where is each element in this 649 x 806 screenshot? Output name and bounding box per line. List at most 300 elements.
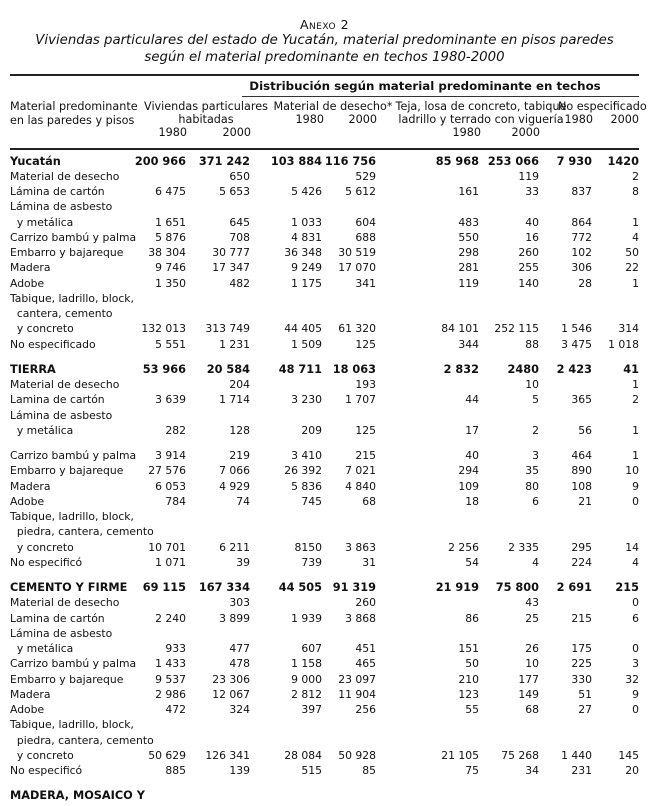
cell-value: 10 bbox=[525, 378, 539, 391]
cell-value: 1 509 bbox=[291, 337, 322, 351]
cell-value: 219 bbox=[229, 449, 250, 462]
cell-value: 1 231 bbox=[219, 337, 250, 351]
cell-value: 3 475 bbox=[561, 337, 592, 351]
cell-value: 28 084 bbox=[284, 748, 322, 762]
cell-value: 483 bbox=[458, 215, 479, 229]
cell-value: 739 bbox=[301, 555, 322, 569]
cell-value: 1 158 bbox=[291, 657, 322, 671]
group-header: Distribución según material predominante en techos bbox=[249, 79, 601, 93]
cell-value: 108 bbox=[571, 479, 592, 493]
cell-value: 1 714 bbox=[219, 393, 250, 407]
cell-value: 9 000 bbox=[291, 672, 322, 686]
table-row bbox=[10, 377, 639, 392]
cell-value: 472 bbox=[165, 703, 186, 716]
cell-value: 260 bbox=[355, 596, 376, 610]
table-row bbox=[10, 763, 639, 778]
row-label: y metálica bbox=[10, 423, 74, 437]
cell-value: 14 bbox=[625, 540, 639, 554]
cell-value: 1 651 bbox=[155, 215, 186, 229]
col-viviendas-line-1: Viviendas particulares bbox=[144, 100, 268, 113]
cell-value: 21 105 bbox=[441, 748, 479, 762]
cell-value: 9 249 bbox=[291, 261, 322, 275]
cell-value: 145 bbox=[618, 748, 639, 762]
cell-value: 23 306 bbox=[212, 672, 250, 686]
cell-value: 50 bbox=[465, 657, 479, 671]
cell-value: 50 bbox=[625, 246, 639, 259]
cell-value: 231 bbox=[571, 764, 592, 777]
year-header: 2000 bbox=[222, 126, 251, 139]
cell-value: 68 bbox=[525, 703, 539, 716]
cell-value: 256 bbox=[355, 703, 376, 716]
cell-value: 1 707 bbox=[345, 393, 376, 407]
cell-value: 837 bbox=[571, 185, 592, 198]
cell-value: 5 551 bbox=[155, 337, 186, 351]
cell-value: 341 bbox=[355, 276, 376, 290]
cell-value: 3 410 bbox=[291, 449, 322, 462]
cell-value: 28 bbox=[578, 276, 592, 290]
cell-value: 688 bbox=[355, 230, 376, 244]
cell-value: 17 070 bbox=[338, 261, 376, 275]
cell-value: 132 013 bbox=[141, 322, 186, 336]
cell-value: 44 405 bbox=[284, 322, 322, 336]
cell-value: 2 832 bbox=[443, 362, 479, 376]
cell-value: 7 021 bbox=[345, 464, 376, 478]
cell-value: 1420 bbox=[607, 154, 639, 168]
row-spacer bbox=[10, 778, 639, 788]
row-label: Adobe bbox=[10, 703, 45, 716]
cell-value: 8150 bbox=[294, 540, 322, 554]
cell-value: 167 334 bbox=[198, 581, 250, 594]
cell-value: 4 840 bbox=[345, 479, 376, 493]
table-row bbox=[10, 509, 639, 524]
cell-value: 75 800 bbox=[495, 581, 539, 594]
cell-value: 5 836 bbox=[291, 479, 322, 493]
col-desecho: Material de desecho* bbox=[273, 100, 393, 113]
cell-value: 9 537 bbox=[155, 672, 186, 686]
cell-value: 50 629 bbox=[148, 748, 186, 762]
cell-value: 1 546 bbox=[561, 322, 592, 336]
row-label: y metálica bbox=[10, 642, 74, 655]
row-label: Lámina de asbesto bbox=[10, 200, 113, 214]
cell-value: 23 097 bbox=[338, 672, 376, 686]
cell-value: 1 939 bbox=[291, 611, 322, 625]
cell-value: 1 bbox=[632, 423, 639, 437]
year-header: 1980 bbox=[295, 113, 324, 126]
cell-value: 255 bbox=[518, 261, 539, 275]
table-row bbox=[10, 291, 639, 306]
cell-value: 5 bbox=[532, 393, 539, 407]
stub-header-line-1: Material predominante bbox=[10, 100, 138, 113]
cell-value: 515 bbox=[301, 764, 322, 777]
row-label: No especificó bbox=[10, 555, 83, 569]
table-row bbox=[10, 423, 639, 438]
row-label: piedra, cantera, cemento bbox=[10, 733, 154, 747]
cell-value: 281 bbox=[458, 261, 479, 275]
cell-value: 50 928 bbox=[338, 748, 376, 762]
row-label: Material de desecho bbox=[10, 169, 120, 183]
stub-header-line-2: en las paredes y pisos bbox=[10, 114, 135, 127]
cell-value: 149 bbox=[518, 687, 539, 701]
annex-label: Anexo 2 bbox=[299, 17, 350, 32]
cell-value: 48 711 bbox=[278, 362, 322, 376]
row-label: MADERA, MOSAICO Y bbox=[10, 789, 145, 803]
row-spacer bbox=[10, 438, 639, 448]
cell-value: 11 904 bbox=[338, 687, 376, 701]
table-section-row bbox=[10, 362, 639, 377]
cell-value: 6 475 bbox=[155, 185, 186, 198]
cell-value: 607 bbox=[301, 642, 322, 655]
cell-value: 2 bbox=[532, 423, 539, 437]
cell-value: 80 bbox=[525, 479, 539, 493]
cell-value: 16 bbox=[525, 230, 539, 244]
cell-value: 21 bbox=[578, 494, 592, 508]
cell-value: 32 bbox=[625, 672, 639, 686]
table-row bbox=[10, 245, 639, 260]
cell-value: 30 519 bbox=[338, 246, 376, 259]
cell-value: 1 433 bbox=[155, 657, 186, 671]
cell-value: 253 066 bbox=[487, 154, 539, 168]
cell-value: 215 bbox=[615, 581, 639, 594]
cell-value: 40 bbox=[465, 449, 479, 462]
table-row bbox=[10, 540, 639, 555]
cell-value: 708 bbox=[229, 230, 250, 244]
table-row bbox=[10, 641, 639, 656]
table-section-row bbox=[10, 580, 639, 595]
cell-value: 3 863 bbox=[345, 540, 376, 554]
cell-value: 34 bbox=[525, 764, 539, 777]
cell-value: 109 bbox=[458, 479, 479, 493]
cell-value: 371 242 bbox=[198, 154, 250, 168]
cell-value: 4 bbox=[532, 555, 539, 569]
cell-value: 215 bbox=[571, 611, 592, 625]
cell-value: 465 bbox=[355, 657, 376, 671]
cell-value: 35 bbox=[525, 464, 539, 478]
row-label: Carrizo bambú y palma bbox=[10, 449, 137, 462]
table-section-row bbox=[10, 154, 639, 169]
cell-value: 2 256 bbox=[448, 540, 479, 554]
cell-value: 56 bbox=[578, 423, 592, 437]
cell-value: 5 876 bbox=[155, 230, 186, 244]
cell-value: 5 426 bbox=[291, 185, 322, 198]
year-header: 1980 bbox=[452, 126, 481, 139]
cell-value: 4 bbox=[632, 230, 639, 244]
cell-value: 85 968 bbox=[435, 154, 479, 168]
cell-value: 478 bbox=[229, 657, 250, 671]
cell-value: 3 914 bbox=[155, 449, 186, 462]
row-label: No especificado bbox=[10, 337, 96, 351]
cell-value: 84 101 bbox=[441, 322, 479, 336]
table-row bbox=[10, 276, 639, 291]
cell-value: 282 bbox=[165, 423, 186, 437]
cell-value: 260 bbox=[518, 246, 539, 259]
cell-value: 772 bbox=[571, 230, 592, 244]
cell-value: 204 bbox=[229, 378, 250, 391]
cell-value: 103 884 bbox=[270, 154, 322, 168]
table-title-line-2: según el material predominante en techos 1980-2000 bbox=[144, 50, 505, 65]
cell-value: 10 bbox=[625, 464, 639, 478]
cell-value: 933 bbox=[165, 642, 186, 655]
cell-value: 303 bbox=[229, 596, 250, 610]
cell-value: 75 268 bbox=[501, 748, 539, 762]
cell-value: 21 919 bbox=[435, 581, 479, 594]
row-label: Lamina de cartón bbox=[10, 393, 105, 407]
table-row bbox=[10, 717, 639, 732]
cell-value: 209 bbox=[301, 423, 322, 437]
col-viviendas-line-2: habitadas bbox=[178, 113, 234, 126]
row-label: Carrizo bambú y palma bbox=[10, 657, 137, 671]
row-label: Lámina de asbesto bbox=[10, 626, 113, 640]
cell-value: 529 bbox=[355, 169, 376, 183]
cell-value: 8 bbox=[632, 185, 639, 198]
row-label: Material de desecho bbox=[10, 378, 120, 391]
cell-value: 451 bbox=[355, 642, 376, 655]
cell-value: 31 bbox=[362, 555, 376, 569]
table-row bbox=[10, 230, 639, 245]
table-row bbox=[10, 555, 639, 570]
row-label: Embarro y bajareque bbox=[10, 246, 124, 259]
cell-value: 20 bbox=[625, 764, 639, 777]
col-teja-line-2: ladrillo y terrado con viguería bbox=[398, 113, 564, 126]
row-label: Tabique, ladrillo, block, bbox=[10, 291, 134, 305]
cell-value: 2 812 bbox=[291, 687, 322, 701]
cell-value: 0 bbox=[632, 642, 639, 655]
table-row bbox=[10, 595, 639, 610]
table-row bbox=[10, 392, 639, 407]
cell-value: 298 bbox=[458, 246, 479, 259]
cell-value: 26 bbox=[525, 642, 539, 655]
row-label: Lámina de cartón bbox=[10, 185, 105, 198]
table-row bbox=[10, 306, 639, 321]
cell-value: 9 bbox=[632, 479, 639, 493]
cell-value: 2 335 bbox=[508, 540, 539, 554]
row-label: Lámina de asbesto bbox=[10, 408, 113, 422]
cell-value: 177 bbox=[518, 672, 539, 686]
cell-value: 314 bbox=[618, 322, 639, 336]
cell-value: 41 bbox=[623, 362, 639, 376]
cell-value: 890 bbox=[571, 464, 592, 478]
year-header: 1980 bbox=[564, 113, 593, 126]
cell-value: 22 bbox=[625, 261, 639, 275]
row-label: y metálica bbox=[10, 215, 74, 229]
cell-value: 44 505 bbox=[278, 581, 322, 594]
row-label: CEMENTO Y FIRME bbox=[10, 581, 128, 594]
table-row bbox=[10, 184, 639, 199]
cell-value: 482 bbox=[229, 276, 250, 290]
table-row bbox=[10, 702, 639, 717]
cell-value: 69 115 bbox=[142, 581, 186, 594]
cell-value: 0 bbox=[632, 494, 639, 508]
cell-value: 18 bbox=[465, 494, 479, 508]
table-row bbox=[10, 199, 639, 214]
cell-value: 161 bbox=[458, 185, 479, 198]
cell-value: 20 584 bbox=[206, 362, 250, 376]
row-label: piedra, cantera, cemento bbox=[10, 525, 154, 539]
cell-value: 1 bbox=[632, 378, 639, 391]
cell-value: 12 067 bbox=[212, 687, 250, 701]
cell-value: 1 bbox=[632, 276, 639, 290]
table-row bbox=[10, 748, 639, 763]
row-label: Madera bbox=[10, 479, 51, 493]
cell-value: 3 868 bbox=[345, 611, 376, 625]
cell-value: 9 bbox=[632, 687, 639, 701]
cell-value: 193 bbox=[355, 378, 376, 391]
cell-value: 1 033 bbox=[291, 215, 322, 229]
row-label: Madera bbox=[10, 687, 51, 701]
cell-value: 2 986 bbox=[155, 687, 186, 701]
row-spacer bbox=[10, 352, 639, 362]
cell-value: 745 bbox=[301, 494, 322, 508]
table-section-row bbox=[10, 788, 639, 803]
cell-value: 864 bbox=[571, 215, 592, 229]
cell-value: 2 bbox=[632, 393, 639, 407]
row-label: TIERRA bbox=[10, 362, 56, 376]
cell-value: 74 bbox=[236, 494, 250, 508]
cell-value: 2 423 bbox=[556, 362, 592, 376]
cell-value: 1 175 bbox=[291, 276, 322, 290]
cell-value: 10 bbox=[525, 657, 539, 671]
table-row bbox=[10, 260, 639, 275]
row-label: Lamina de cartón bbox=[10, 611, 105, 625]
row-label: y concreto bbox=[10, 322, 74, 336]
cell-value: 4 929 bbox=[219, 479, 250, 493]
cell-value: 36 348 bbox=[284, 246, 322, 259]
cell-value: 3 639 bbox=[155, 393, 186, 407]
cell-value: 1 bbox=[632, 215, 639, 229]
row-label: Adobe bbox=[10, 276, 45, 290]
row-label: y concreto bbox=[10, 748, 74, 762]
cell-value: 6 053 bbox=[155, 479, 186, 493]
cell-value: 38 304 bbox=[148, 246, 186, 259]
cell-value: 1 350 bbox=[155, 276, 186, 290]
cell-value: 210 bbox=[458, 672, 479, 686]
cell-value: 139 bbox=[229, 764, 250, 777]
cell-value: 7 066 bbox=[219, 464, 250, 478]
table-row bbox=[10, 672, 639, 687]
row-label: Embarro y bajareque bbox=[10, 672, 124, 686]
cell-value: 4 bbox=[632, 555, 639, 569]
cell-value: 102 bbox=[571, 246, 592, 259]
cell-value: 126 341 bbox=[205, 748, 250, 762]
row-label: Carrizo bambú y palma bbox=[10, 230, 137, 244]
cell-value: 61 320 bbox=[338, 322, 376, 336]
cell-value: 1 440 bbox=[561, 748, 592, 762]
table-row bbox=[10, 215, 639, 230]
row-label: No especificó bbox=[10, 764, 83, 777]
cell-value: 18 063 bbox=[332, 362, 376, 376]
row-label: Material de desecho bbox=[10, 596, 120, 610]
table-title-line-1: Viviendas particulares del estado de Yucatán, material predominante en pisos paredes bbox=[35, 33, 614, 48]
cell-value: 9 746 bbox=[155, 261, 186, 275]
cell-value: 85 bbox=[362, 764, 376, 777]
cell-value: 295 bbox=[571, 540, 592, 554]
cell-value: 1 bbox=[632, 449, 639, 462]
cell-value: 2 240 bbox=[155, 611, 186, 625]
cell-value: 151 bbox=[458, 642, 479, 655]
cell-value: 25 bbox=[525, 611, 539, 625]
table-header bbox=[10, 76, 647, 148]
year-header: 2000 bbox=[348, 113, 377, 126]
year-header: 2000 bbox=[511, 126, 540, 139]
table-body bbox=[10, 150, 639, 806]
cell-value: 39 bbox=[236, 555, 250, 569]
row-label: cantera, cemento bbox=[10, 307, 113, 320]
cell-value: 6 bbox=[632, 611, 639, 625]
cell-value: 885 bbox=[165, 764, 186, 777]
row-label: Tabique, ladrillo, block, bbox=[10, 510, 134, 523]
row-label: y concreto bbox=[10, 540, 74, 554]
cell-value: 27 576 bbox=[148, 464, 186, 478]
cell-value: 123 bbox=[458, 687, 479, 701]
table-row bbox=[10, 733, 639, 748]
row-label: Madera bbox=[10, 261, 51, 275]
cell-value: 91 319 bbox=[332, 581, 376, 594]
cell-value: 5 612 bbox=[345, 185, 376, 198]
cell-value: 119 bbox=[518, 169, 539, 183]
cell-value: 17 bbox=[465, 423, 479, 437]
cell-value: 2480 bbox=[507, 362, 539, 376]
cell-value: 2 691 bbox=[556, 581, 592, 594]
cell-value: 365 bbox=[571, 393, 592, 407]
cell-value: 784 bbox=[165, 494, 186, 508]
cell-value: 175 bbox=[571, 642, 592, 655]
cell-value: 294 bbox=[458, 464, 479, 478]
cell-value: 604 bbox=[355, 215, 376, 229]
cell-value: 224 bbox=[571, 555, 592, 569]
cell-value: 17 347 bbox=[212, 261, 250, 275]
cell-value: 7 930 bbox=[556, 154, 592, 168]
cell-value: 51 bbox=[578, 687, 592, 701]
row-spacer bbox=[10, 570, 639, 580]
cell-value: 550 bbox=[458, 230, 479, 244]
table-row bbox=[10, 626, 639, 641]
cell-value: 88 bbox=[525, 337, 539, 351]
cell-value: 313 749 bbox=[205, 322, 250, 336]
table-row bbox=[10, 463, 639, 478]
cell-value: 324 bbox=[229, 703, 250, 716]
cell-value: 119 bbox=[458, 276, 479, 290]
cell-value: 215 bbox=[355, 449, 376, 462]
row-label: Yucatán bbox=[10, 154, 61, 168]
cell-value: 10 701 bbox=[148, 540, 186, 554]
table-row bbox=[10, 337, 639, 352]
cell-value: 252 115 bbox=[494, 322, 539, 336]
table-row bbox=[10, 448, 639, 463]
cell-value: 55 bbox=[465, 703, 479, 716]
cell-value: 3 899 bbox=[219, 611, 250, 625]
cell-value: 5 653 bbox=[219, 185, 250, 198]
cell-value: 6 211 bbox=[219, 540, 250, 554]
table-row bbox=[10, 611, 639, 626]
cell-value: 6 bbox=[532, 494, 539, 508]
cell-value: 3 230 bbox=[291, 393, 322, 407]
cell-value: 0 bbox=[632, 703, 639, 716]
cell-value: 54 bbox=[465, 555, 479, 569]
cell-value: 43 bbox=[525, 596, 539, 610]
row-label: Embarro y bajareque bbox=[10, 464, 124, 478]
cell-value: 68 bbox=[362, 494, 376, 508]
cell-value: 330 bbox=[571, 672, 592, 686]
cell-value: 26 392 bbox=[284, 464, 322, 478]
cell-value: 86 bbox=[465, 611, 479, 625]
row-label: Tabique, ladrillo, block, bbox=[10, 718, 134, 732]
cell-value: 140 bbox=[518, 276, 539, 290]
cell-value: 645 bbox=[229, 215, 250, 229]
cell-value: 116 756 bbox=[324, 154, 376, 168]
cell-value: 3 bbox=[632, 657, 639, 671]
table-row bbox=[10, 479, 639, 494]
cell-value: 125 bbox=[355, 423, 376, 437]
cell-value: 344 bbox=[458, 337, 479, 351]
